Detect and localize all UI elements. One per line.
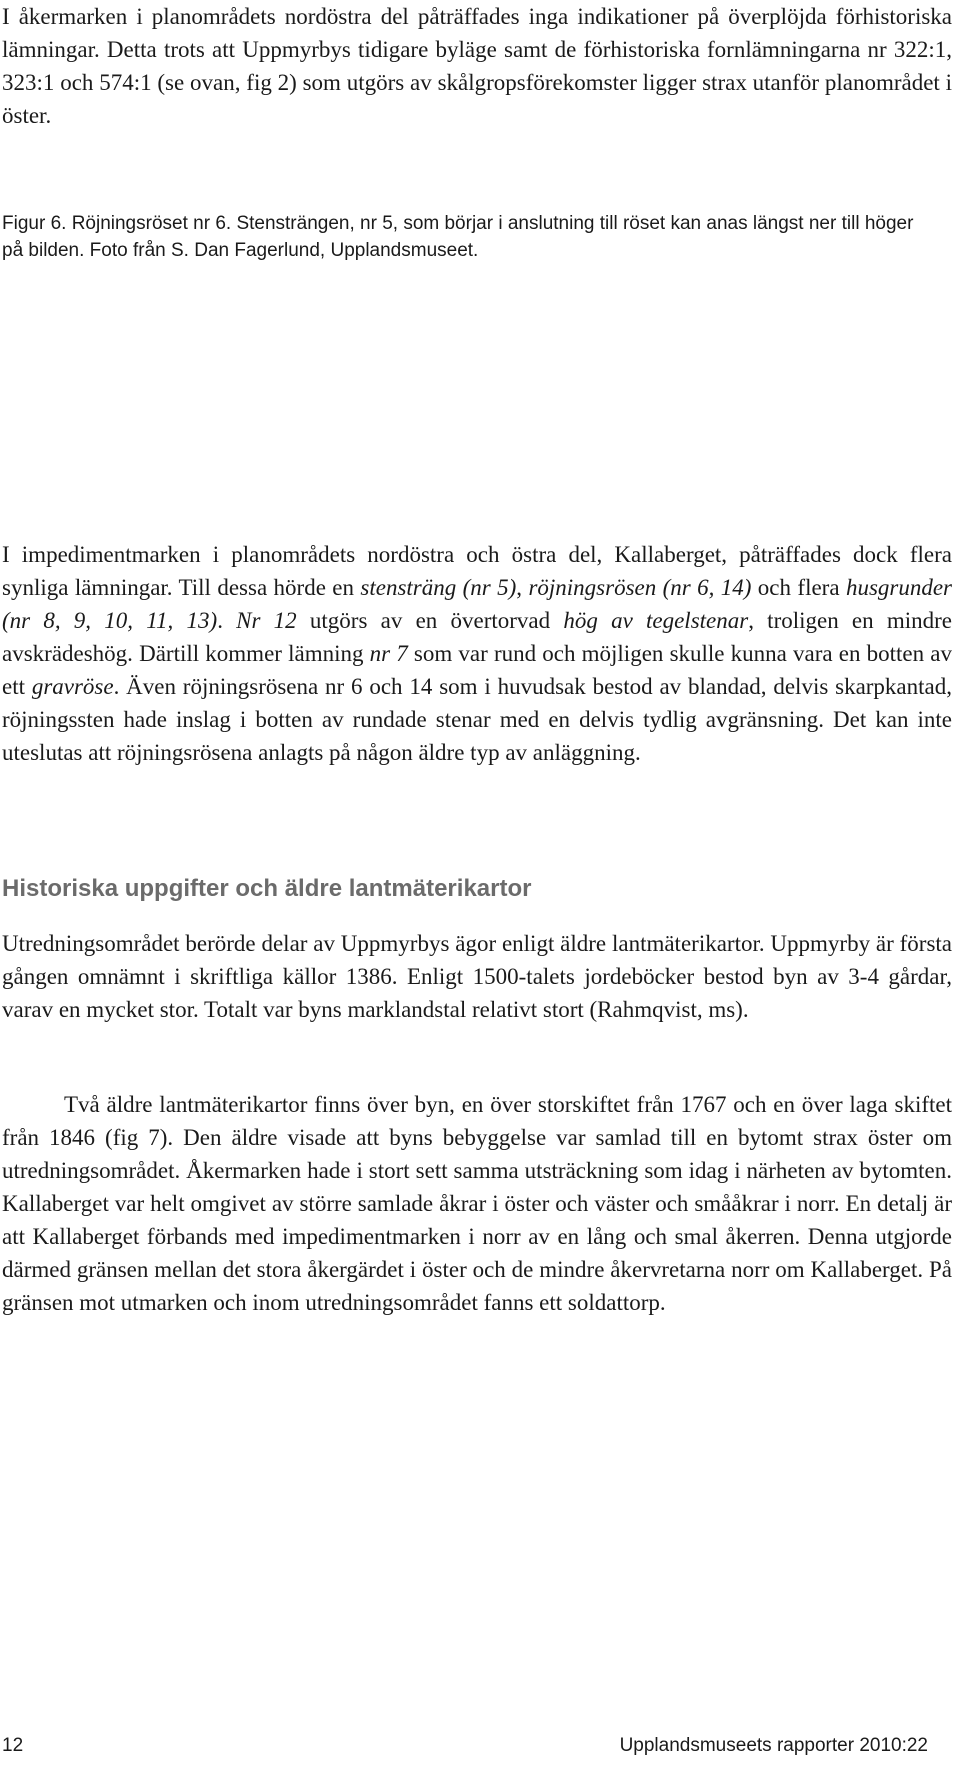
text-run: och flera <box>751 575 846 600</box>
text-run: som var rund och möjligen skulle kunna vara en botten av ett <box>2 641 952 699</box>
figure-caption: Figur 6. Röjningsröset nr 6. Stensträngen, nr 5, som börjar i anslutning till röset kan anas längst ner till höger på bilden. Foto från S. Dan Fagerlund, Upplandsmuseet. <box>2 213 914 261</box>
body-paragraph: Två äldre lantmäterikartor finns över byn, en över storskiftet från 1767 och en över laga skiftet från 1846 (fig 7). Den äldre visade att byns bebyggelse var samlad till en bytomt strax öster om utredningsområdet. Åkermarken hade i stort sett samma utsträckning som idag i närheten av bytomten. Kallaberget var helt omgivet av större samlade åkrar i öster och väster och smååkrar i norr. En detalj är att Kallaberget förbands med impedimentmarken i norr av en lång och smal åkerren. Denna utgjorde därmed gränsen mellan det stora åkergärdet i öster och de mindre åkervretarna norr om Kallaberget. På gränsen mot utmarken och inom utredningsområdet fanns ett soldattorp. <box>2 1092 952 1315</box>
page-number: 12 <box>2 1735 24 1756</box>
text-run: . <box>217 608 237 633</box>
body-paragraph: I åkermarken i planområdets nordöstra del påträffades inga indikationer på överplöjda förhistoriska lämningar. Detta trots att Uppmyrbys tidigare byläge samt de förhistoriska fornlämningarna nr 322:1, 323:1 och 574:1 (se ovan, fig 2) som utgörs av skålgropsförekomster ligger strax utanför planområdet i öster. <box>2 4 952 128</box>
body-paragraph: Utredningsområdet berörde delar av Uppmyrbys ägor enligt äldre lantmäterikartor. Uppmyrby är första gången omnämnt i skriftliga källor 1386. Enligt 1500-talets jordeböcker bestod byn av 3-4 gårdar, varav en mycket stor. Totalt var byns marklandstal relativt stort (Rahmqvist, ms). <box>2 931 952 1022</box>
text-run: I impedimentmarken i planområdets nordöstra och östra del, Kallaberget, påträffades dock flera synliga lämningar. Till dessa hörde en <box>2 542 952 600</box>
italic-term: husgrunder (nr 8, 9, 10, 11, 13) <box>2 575 952 633</box>
italic-term: gravröse <box>31 674 114 699</box>
italic-term: stensträng (nr 5) <box>360 575 517 600</box>
text-run: . Även röjningsrösena nr 6 och 14 som i huvudsak bestod av blandad, delvis skarpkantad, röjningssten hade inslag i botten av rundade stenar med en delvis tydlig avgränsning. Det kan inte uteslutas att röjningsrösena anlagts på någon äldre typ av anläggning. <box>2 674 952 765</box>
body-paragraph <box>2 538 952 769</box>
report-series: Upplandsmuseets rapporter 2010:22 <box>619 1735 928 1756</box>
italic-term: röjningsrösen (nr 6, 14) <box>528 575 752 600</box>
text-run: , troligen en mindre avskrädeshög. Därtill kommer lämning <box>2 608 953 666</box>
italic-term: hög av tegelstenar <box>563 608 749 633</box>
italic-term: nr 7 <box>369 641 408 666</box>
text-run: , <box>516 575 529 600</box>
italic-term: Nr 12 <box>236 608 297 633</box>
text-run: utgörs av en övertorvad <box>296 608 564 633</box>
section-heading: Historiska uppgifter och äldre lantmäterikartor <box>2 875 532 902</box>
